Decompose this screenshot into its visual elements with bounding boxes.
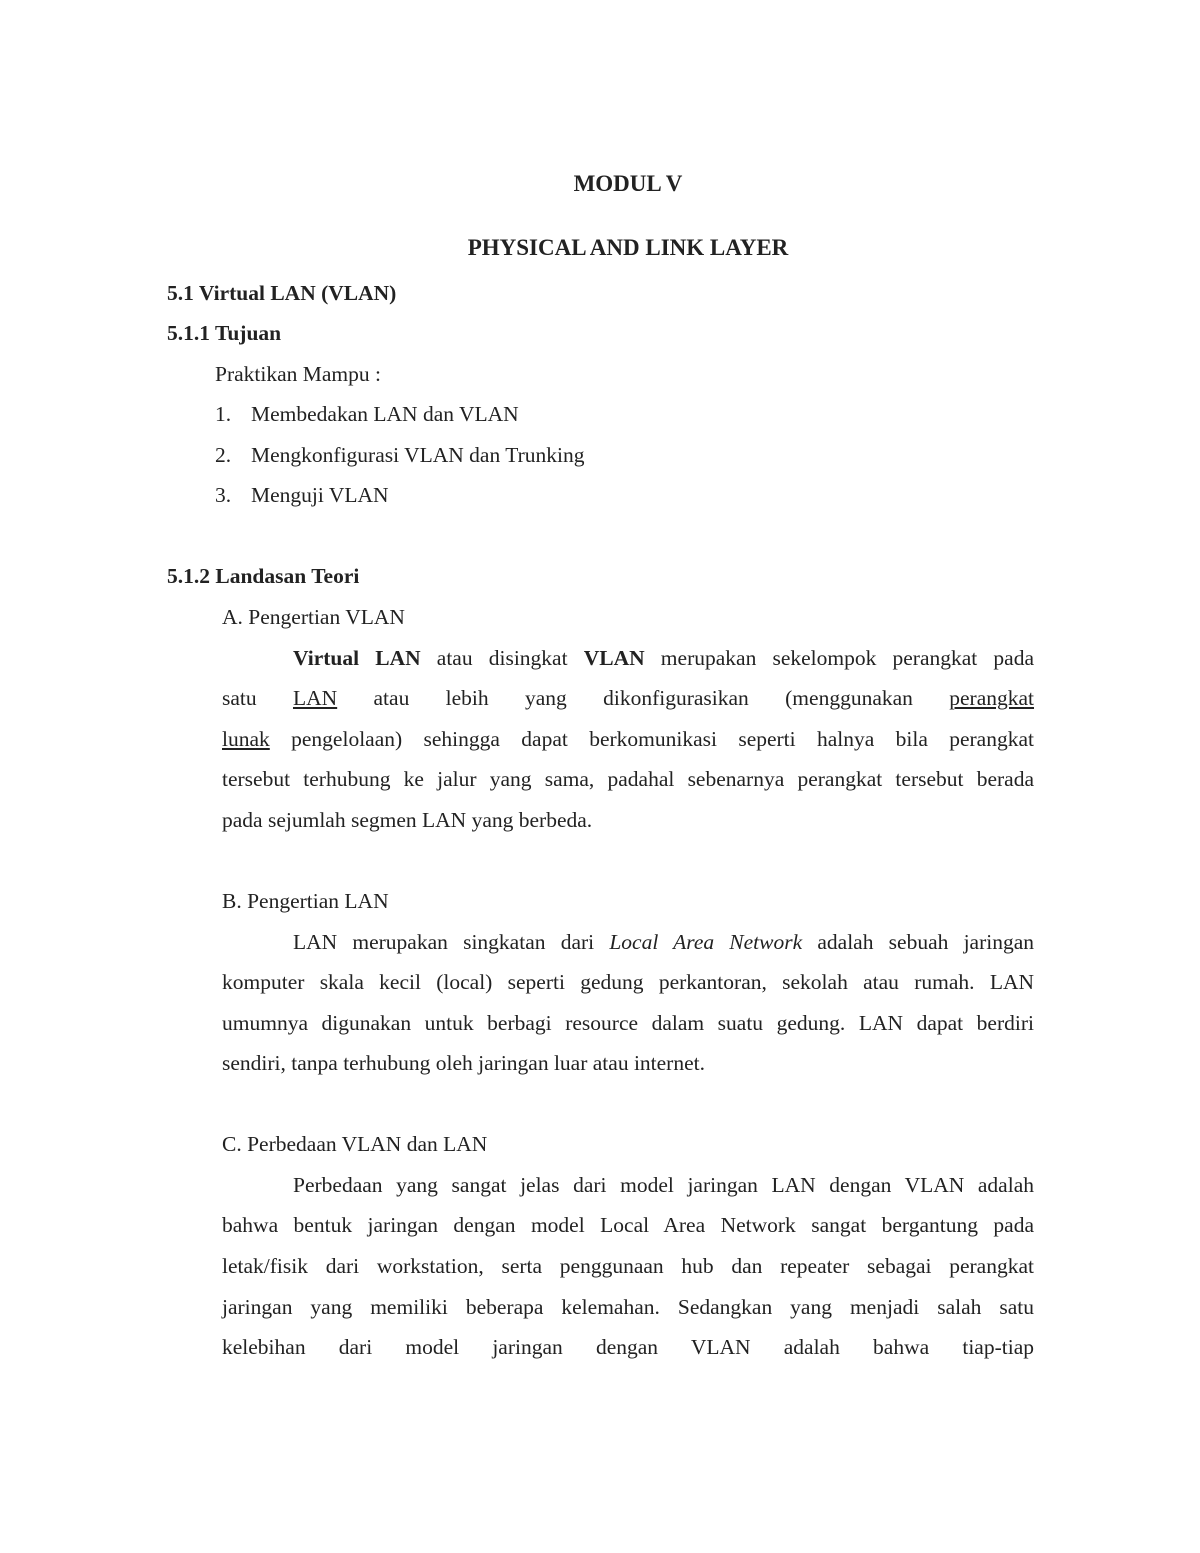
heading-pengertian-lan: B. Pengertian LAN bbox=[222, 889, 389, 913]
heading-perbedaan-vlan-lan: C. Perbedaan VLAN dan LAN bbox=[222, 1132, 488, 1156]
section-heading: 5.1 Virtual LAN (VLAN) bbox=[167, 281, 397, 305]
subsection-landasan-teori: 5.1.2 Landasan Teori bbox=[167, 564, 360, 588]
list-number: 1. bbox=[215, 402, 232, 426]
module-title: MODUL V bbox=[573, 171, 683, 196]
paragraph-line: bahwa bentuk jaringan dengan model Local Area Network sangat bergantung pada bbox=[222, 1213, 1034, 1237]
paragraph-line: komputer skala kecil (local) seperti gedung perkantoran, sekolah atau rumah. LAN bbox=[222, 970, 1034, 994]
paragraph-line: kelebihan dari model jaringan dengan VLAN adalah bahwa tiap-tiap bbox=[222, 1335, 1034, 1359]
link-perangkat-lunak[interactable]: perangkat bbox=[949, 686, 1035, 710]
paragraph-line: pada sejumlah segmen LAN yang berbeda. bbox=[222, 808, 593, 832]
paragraph-line: Perbedaan yang sangat jelas dari model jaringan LAN dengan VLAN adalah bbox=[293, 1173, 1034, 1197]
paragraph-line: umumnya digunakan untuk berbagi resource dalam suatu gedung. LAN dapat berdiri bbox=[222, 1011, 1034, 1035]
subsection-tujuan: 5.1.1 Tujuan bbox=[167, 321, 282, 345]
list-item: Menguji VLAN bbox=[251, 483, 389, 507]
paragraph-line: jaringan yang memiliki beberapa kelemahan. Sedangkan yang menjadi salah satu bbox=[222, 1295, 1034, 1319]
paragraph-line: Virtual LAN atau disingkat VLAN merupakan sekelompok perangkat pada bbox=[293, 646, 1035, 670]
link-perangkat-lunak-cont[interactable]: lunak bbox=[222, 727, 270, 751]
paragraph-line: letak/fisik dari workstation, serta penggunaan hub dan repeater sebagai perangkat bbox=[222, 1254, 1034, 1278]
list-item: Mengkonfigurasi VLAN dan Trunking bbox=[251, 443, 585, 467]
list-number: 3. bbox=[215, 483, 232, 507]
paragraph-line: sendiri, tanpa terhubung oleh jaringan luar atau internet. bbox=[222, 1051, 705, 1075]
paragraph-line: lunak pengelolaan) sehingga dapat berkomunikasi seperti halnya bila perangkat bbox=[222, 727, 1034, 751]
heading-pengertian-vlan: A. Pengertian VLAN bbox=[222, 605, 405, 629]
paragraph-line: tersebut terhubung ke jalur yang sama, padahal sebenarnya perangkat tersebut berada bbox=[222, 767, 1034, 791]
module-subtitle: PHYSICAL AND LINK LAYER bbox=[467, 235, 789, 260]
list-number: 2. bbox=[215, 443, 232, 467]
paragraph-line: satu LAN atau lebih yang dikonfigurasikan (menggunakan perangkat bbox=[222, 686, 1035, 710]
list-item: Membedakan LAN dan VLAN bbox=[251, 402, 519, 426]
link-lan[interactable]: LAN bbox=[292, 686, 338, 710]
paragraph-line: LAN merupakan singkatan dari Local Area Network adalah sebuah jaringan bbox=[293, 930, 1035, 954]
intro-text: Praktikan Mampu : bbox=[215, 362, 382, 386]
